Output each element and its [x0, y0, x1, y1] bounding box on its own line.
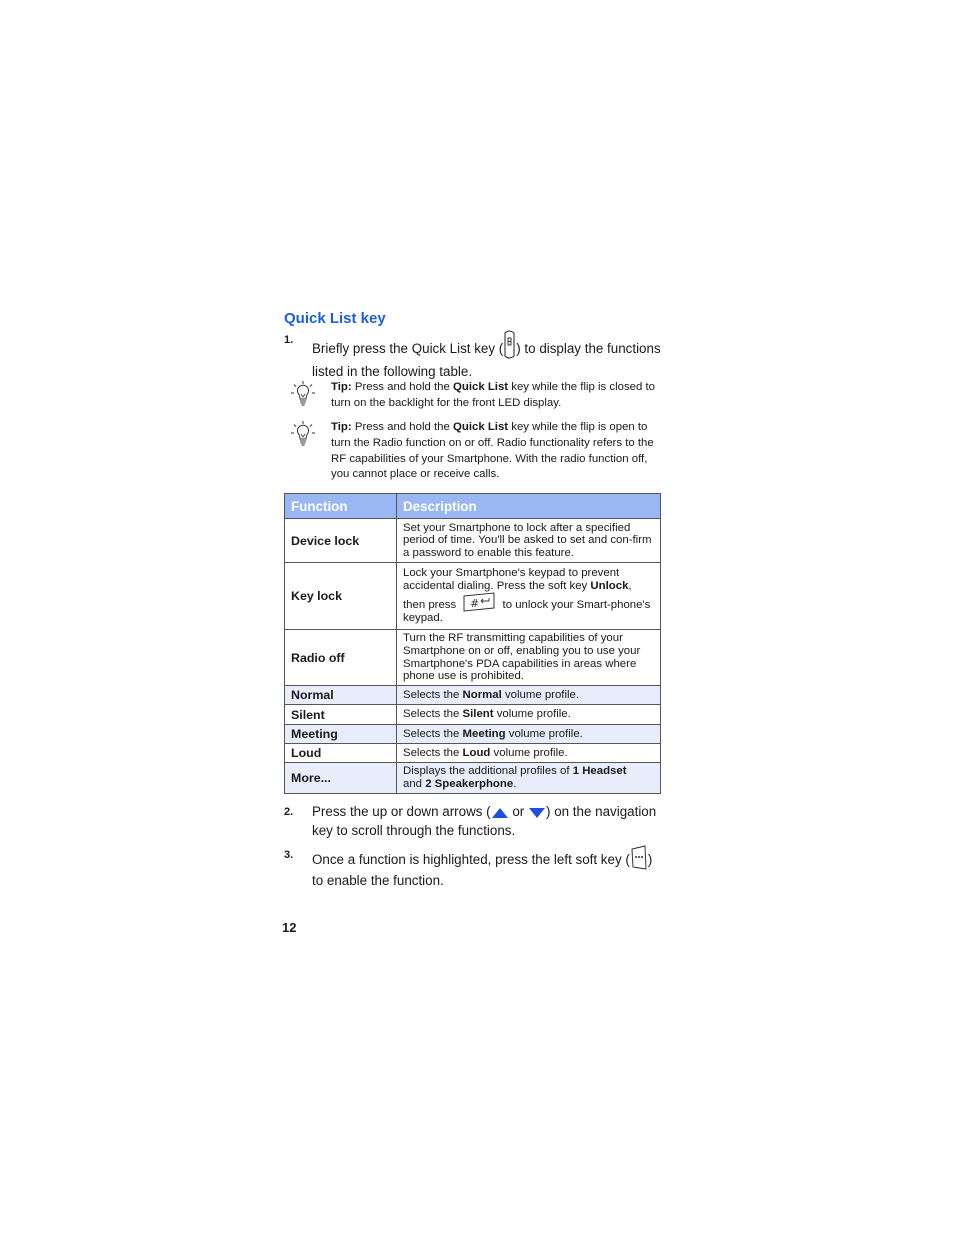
step-number: 3. — [284, 849, 294, 861]
description-text: and — [403, 778, 423, 790]
description-text: volume profile. — [508, 727, 583, 740]
tip-text — [331, 420, 666, 483]
description-text: , — [628, 579, 632, 592]
profile-name: 1 Headset — [572, 765, 627, 778]
header-description: Description — [397, 494, 661, 519]
description-text: Selects the — [403, 708, 460, 721]
table-header-row — [285, 494, 661, 519]
function-table — [284, 493, 661, 794]
tip-1 — [290, 380, 666, 412]
table-row — [285, 519, 661, 563]
profile-name: Loud — [462, 746, 491, 759]
description-cell: Turn the RF transmitting capabilities of your Smartphone on or off, enabling you to use your Smartphone's PDA capabilities in areas where phone use is prohibited. — [397, 630, 661, 686]
tip-key-name: Quick List — [453, 421, 509, 433]
step-text: ) to enable the function. — [312, 852, 653, 888]
description-text: to unlock your Smart-phone's keypad. — [403, 599, 651, 625]
tip-label: Tip: — [331, 381, 352, 393]
step-number: 1. — [284, 334, 294, 346]
quick-list-key-icon — [503, 330, 516, 362]
function-cell: Meeting — [285, 725, 397, 744]
description-text: then press — [403, 599, 457, 612]
tip-text-part: Press and hold the — [354, 421, 450, 433]
tip-text-part: Press and hold the — [354, 381, 450, 393]
page-number: 12 — [282, 920, 297, 935]
step-1 — [284, 330, 664, 381]
function-cell: Device lock — [285, 519, 397, 563]
table-row — [285, 630, 661, 686]
left-soft-key-icon — [630, 845, 648, 871]
section-heading: Quick List key — [284, 310, 386, 327]
table-row — [285, 744, 661, 763]
header-function: Function — [285, 494, 397, 519]
lightbulb-icon — [290, 380, 316, 408]
table-row — [285, 725, 661, 744]
soft-key-name: Unlock — [590, 579, 629, 592]
description-text: volume profile. — [493, 746, 568, 759]
pound-key-icon — [461, 592, 497, 612]
function-cell: Radio off — [285, 630, 397, 686]
function-cell: More... — [285, 763, 397, 794]
description-text: Selects the — [403, 727, 460, 740]
description-text: volume profile. — [496, 708, 571, 721]
profile-name: Normal — [462, 688, 502, 701]
profile-name: Silent — [462, 708, 494, 721]
down-arrow-icon — [528, 807, 546, 819]
description-text: Lock your Smartphone's keypad to prevent accidental dialing. Press the soft key — [403, 567, 620, 592]
lightbulb-icon — [290, 420, 316, 448]
description-cell — [397, 705, 661, 725]
table-row — [285, 686, 661, 705]
profile-name: Meeting — [462, 727, 506, 740]
table-row — [285, 763, 661, 794]
table-row — [285, 563, 661, 630]
description-text: Displays the additional profiles of — [403, 765, 570, 778]
step-3 — [284, 845, 664, 890]
description-text: . — [513, 778, 517, 790]
tip-text-part: key while the flip is open to turn the Radio function on or off. Radio functionality refers to the RF capabilities of your Smartphone. With the radio function off, you cannot place or receive calls. — [331, 421, 654, 481]
function-cell: Normal — [285, 686, 397, 705]
tip-text-part: key while the flip is closed to turn on the backlight for the front LED display. — [331, 381, 655, 409]
step-2 — [284, 802, 664, 840]
table-row — [285, 705, 661, 725]
step-text: Once a function is highlighted, press the left soft key ( — [312, 852, 630, 867]
description-cell — [397, 563, 661, 630]
svg-text:#: # — [470, 597, 480, 611]
function-cell: Loud — [285, 744, 397, 763]
description-cell — [397, 763, 661, 794]
tip-key-name: Quick List — [453, 381, 509, 393]
step-text: ) on the navigation key to scroll through the functions. — [312, 804, 657, 838]
description-cell — [397, 725, 661, 744]
description-text: Selects the — [403, 688, 460, 701]
description-cell: Set your Smartphone to lock after a specified period of time. You'll be asked to set and con-firm a password to enable this feature. — [397, 519, 661, 563]
function-cell: Silent — [285, 705, 397, 725]
description-text: volume profile. — [504, 688, 580, 701]
up-arrow-icon — [491, 807, 509, 819]
step-text: ) to display the functions listed in the following table. — [312, 341, 661, 379]
step-text: or — [512, 804, 525, 819]
tip-2 — [290, 420, 666, 483]
tip-label: Tip: — [331, 421, 352, 433]
step-text: Briefly press the Quick List key ( — [312, 341, 504, 356]
step-text: Press the up or down arrows ( — [312, 804, 491, 819]
profile-name: 2 Speakerphone — [425, 778, 514, 790]
tip-text — [331, 380, 666, 412]
step-number: 2. — [284, 806, 294, 818]
description-text: Selects the — [403, 746, 460, 759]
function-cell: Key lock — [285, 563, 397, 630]
description-cell — [397, 744, 661, 763]
description-cell — [397, 686, 661, 705]
